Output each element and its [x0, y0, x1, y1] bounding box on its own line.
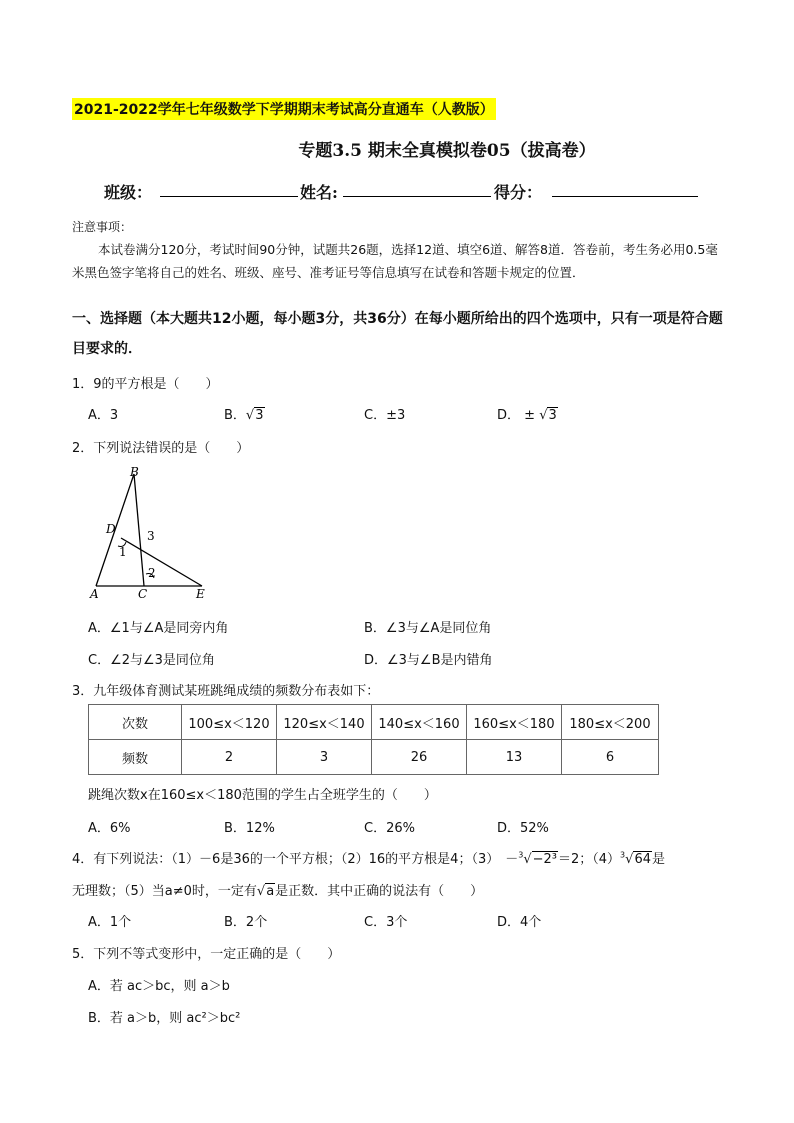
frequency-table	[88, 704, 659, 775]
table-cell: 次数	[89, 705, 182, 740]
q4-option-a[interactable]: A．1个	[88, 915, 132, 930]
table-row	[89, 740, 659, 775]
table-header-row	[89, 705, 659, 740]
table-cell: 26	[372, 740, 467, 775]
table-cell: 180≤x＜200	[562, 705, 659, 740]
q2-stem: 2．下列说法错误的是（ ）	[72, 441, 250, 456]
q1-stem: 1．9的平方根是（ ）	[72, 377, 219, 392]
q1-option-a[interactable]: A．3	[88, 408, 119, 423]
name-blank[interactable]	[343, 182, 491, 201]
q2-option-d[interactable]: D．∠3与∠B是内错角	[364, 653, 493, 668]
class-blank[interactable]	[160, 182, 298, 201]
table-cell: 3	[277, 740, 372, 775]
table-cell: 160≤x＜180	[467, 705, 562, 740]
q2-option-b[interactable]: B．∠3与∠A是同位角	[364, 621, 492, 636]
notice-body: 本试卷满分120分，考试时间90分钟，试题共26题，选择12道、填空6道、解答8道．答卷前，考生务必用0.5毫米黑色签字笔将自己的姓名、班级、座号、准考证号等信息填写在试卷和答题卡规定的位置．	[72, 242, 718, 280]
q4-option-b[interactable]: B．2个	[224, 915, 268, 930]
q3-option-c[interactable]: C．26%	[364, 821, 415, 836]
name-label: 姓名:	[300, 183, 338, 202]
q2-option-a[interactable]: A．∠1与∠A是同旁内角	[88, 621, 229, 636]
table-cell: 频数	[89, 740, 182, 775]
class-label: 班级：	[104, 183, 153, 202]
paper-title: 专题3.5 期末全真模拟卷05（拔高卷）	[298, 141, 596, 161]
label-D: D	[106, 522, 116, 536]
table-cell: 140≤x＜160	[372, 705, 467, 740]
angle-2: 2	[148, 566, 156, 580]
q2-geometry-figure	[84, 462, 220, 604]
table-cell: 2	[182, 740, 277, 775]
table-cell: 13	[467, 740, 562, 775]
series-banner: 2021-2022学年七年级数学下学期期末考试高分直通车（人教版）	[72, 98, 496, 120]
label-C: C	[138, 587, 148, 601]
q5-option-b[interactable]: B．若 a＞b，则 ac²＞bc²	[88, 1011, 241, 1026]
label-B: B	[130, 465, 139, 479]
table-cell: 120≤x＜140	[277, 705, 372, 740]
q3-question: 跳绳次数x在160≤x＜180范围的学生占全班学生的（ ）	[88, 788, 437, 803]
notice-heading: 注意事项：	[72, 220, 133, 234]
q5-option-a[interactable]: A．若 ac＞bc，则 a＞b	[88, 979, 230, 994]
q2-option-c[interactable]: C．∠2与∠3是同位角	[88, 653, 215, 668]
q3-option-a[interactable]: A．6%	[88, 821, 131, 836]
q4-option-c[interactable]: C．3个	[364, 915, 408, 930]
q3-stem: 3．九年级体育测试某班跳绳成绩的频数分布表如下：	[72, 684, 380, 699]
q4-option-d[interactable]: D．4个	[497, 915, 542, 930]
q3-option-b[interactable]: B．12%	[224, 821, 275, 836]
label-E: E	[196, 587, 205, 601]
label-A: A	[90, 587, 99, 601]
score-blank[interactable]	[552, 182, 698, 201]
q1-option-d[interactable]: D． ± √3	[497, 408, 557, 423]
table-cell: 6	[562, 740, 659, 775]
q1-option-c[interactable]: C．±3	[364, 408, 406, 423]
q1-option-b[interactable]: B．√3	[224, 408, 264, 423]
q4-line1: 4．有下列说法：（1）－6是36的一个平方根；（2）16的平方根是4；（3） －$^3$√−2³＝2；$(4)^3√64$是	[72, 850, 665, 867]
q5-stem: 5．下列不等式变形中，一定正确的是（ ）	[72, 947, 341, 962]
q4-line2: 无理数；（5）当a≠0时，一定有√a是正数．其中正确的说法有（ ）	[72, 884, 484, 899]
score-label: 得分：	[494, 183, 543, 202]
section-heading: 一、选择题（本大题共12小题，每小题3分，共36分）在每小题所给出的四个选项中，只有一项是符合题目要求的．	[72, 311, 723, 357]
q3-option-d[interactable]: D．52%	[497, 821, 549, 836]
table-cell: 100≤x＜120	[182, 705, 277, 740]
angle-1: 1	[119, 545, 127, 559]
angle-3: 3	[147, 529, 155, 543]
